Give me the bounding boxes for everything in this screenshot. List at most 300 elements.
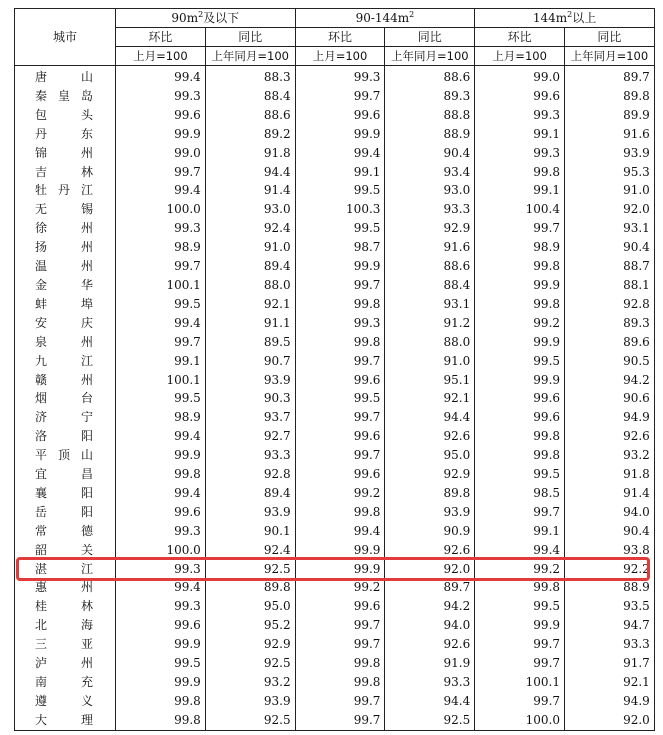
value-cell: 99.1 <box>475 181 565 200</box>
value-cell: 88.6 <box>205 106 295 125</box>
table-row <box>15 597 655 616</box>
city-name: 济宁 <box>35 410 93 425</box>
value-cell: 93.0 <box>385 181 475 200</box>
value-cell: 92.0 <box>385 560 475 579</box>
value-cell: 99.7 <box>295 635 385 654</box>
city-name: 洛阳 <box>35 429 93 444</box>
base-header-last-month: 上月=100 <box>295 47 385 66</box>
city-name: 烟台 <box>35 391 93 406</box>
value-cell: 92.6 <box>385 635 475 654</box>
value-cell: 93.3 <box>385 673 475 692</box>
value-cell: 93.9 <box>205 371 295 390</box>
value-cell: 92.6 <box>385 541 475 560</box>
value-cell: 99.6 <box>475 87 565 106</box>
table-row <box>15 163 655 182</box>
value-cell: 99.5 <box>295 389 385 408</box>
table-row <box>15 692 655 711</box>
table-row <box>15 673 655 692</box>
value-cell: 89.6 <box>565 333 655 352</box>
value-cell: 99.9 <box>116 635 206 654</box>
value-cell: 99.9 <box>116 673 206 692</box>
table-body <box>15 66 655 731</box>
value-cell: 93.9 <box>565 144 655 163</box>
value-cell: 99.5 <box>295 219 385 238</box>
city-cell <box>15 219 116 238</box>
city-cell <box>15 597 116 616</box>
city-cell <box>15 181 116 200</box>
value-cell: 93.9 <box>205 692 295 711</box>
value-cell: 99.7 <box>295 692 385 711</box>
value-cell: 92.2 <box>565 560 655 579</box>
value-cell: 91.0 <box>385 352 475 371</box>
value-cell: 92.4 <box>205 219 295 238</box>
city-cell <box>15 616 116 635</box>
city-cell <box>15 692 116 711</box>
value-cell: 99.8 <box>295 503 385 522</box>
city-cell <box>15 257 116 276</box>
table-row <box>15 446 655 465</box>
base-header-last-year: 上年同月=100 <box>205 47 295 66</box>
value-cell: 92.6 <box>385 427 475 446</box>
value-cell: 88.0 <box>385 333 475 352</box>
city-name: 襄阳 <box>35 485 93 500</box>
value-cell: 90.9 <box>385 522 475 541</box>
value-cell: 99.3 <box>295 314 385 333</box>
value-cell: 99.9 <box>116 125 206 144</box>
value-cell: 88.4 <box>385 276 475 295</box>
value-cell: 91.9 <box>385 654 475 673</box>
value-cell: 99.9 <box>475 371 565 390</box>
value-cell: 89.3 <box>565 314 655 333</box>
value-cell: 99.5 <box>475 597 565 616</box>
table-row <box>15 427 655 446</box>
city-name: 湛江 <box>35 561 93 576</box>
sub-header-mom: 环比 <box>295 28 385 47</box>
base-header-last-year: 上年同月=100 <box>565 47 655 66</box>
city-cell <box>15 673 116 692</box>
value-cell: 92.4 <box>205 541 295 560</box>
city-name: 温州 <box>35 259 93 274</box>
value-cell: 93.1 <box>385 295 475 314</box>
city-cell <box>15 389 116 408</box>
table-row <box>15 181 655 200</box>
value-cell: 92.0 <box>565 200 655 219</box>
table-row <box>15 125 655 144</box>
value-cell: 99.4 <box>116 484 206 503</box>
table-row <box>15 371 655 390</box>
table-row <box>15 408 655 427</box>
value-cell: 99.8 <box>295 295 385 314</box>
value-cell: 99.0 <box>475 66 565 87</box>
value-cell: 99.2 <box>295 578 385 597</box>
value-cell: 92.9 <box>205 635 295 654</box>
value-cell: 92.7 <box>205 427 295 446</box>
value-cell: 99.6 <box>295 371 385 390</box>
city-name: 安庆 <box>35 315 93 330</box>
value-cell: 99.6 <box>295 106 385 125</box>
sub-header-mom: 环比 <box>475 28 565 47</box>
value-cell: 93.2 <box>565 446 655 465</box>
value-cell: 92.1 <box>385 389 475 408</box>
city-cell <box>15 200 116 219</box>
city-cell <box>15 560 116 579</box>
table-row <box>15 219 655 238</box>
city-name: 扬州 <box>35 240 93 255</box>
base-header-last-year: 上年同月=100 <box>385 47 475 66</box>
value-cell: 100.1 <box>475 673 565 692</box>
city-name: 平顶山 <box>35 448 93 463</box>
value-cell: 94.4 <box>385 692 475 711</box>
value-cell: 92.8 <box>565 295 655 314</box>
city-name: 泸州 <box>35 656 93 671</box>
value-cell: 99.7 <box>116 257 206 276</box>
value-cell: 99.3 <box>116 87 206 106</box>
value-cell: 98.9 <box>116 408 206 427</box>
value-cell: 88.7 <box>565 257 655 276</box>
table-row <box>15 276 655 295</box>
city-cell <box>15 144 116 163</box>
value-cell: 88.6 <box>385 66 475 87</box>
value-cell: 99.7 <box>295 87 385 106</box>
value-cell: 99.6 <box>295 427 385 446</box>
value-cell: 100.3 <box>295 200 385 219</box>
value-cell: 99.3 <box>475 144 565 163</box>
city-name: 惠州 <box>35 580 93 595</box>
value-cell: 99.5 <box>475 352 565 371</box>
value-cell: 99.7 <box>475 654 565 673</box>
value-cell: 99.9 <box>475 616 565 635</box>
table-row <box>15 503 655 522</box>
value-cell: 92.0 <box>565 711 655 730</box>
value-cell: 99.8 <box>475 578 565 597</box>
city-cell <box>15 314 116 333</box>
value-cell: 99.1 <box>475 125 565 144</box>
value-cell: 93.9 <box>385 503 475 522</box>
city-cell <box>15 635 116 654</box>
value-cell: 99.8 <box>475 446 565 465</box>
table-row <box>15 257 655 276</box>
value-cell: 93.4 <box>385 163 475 182</box>
value-cell: 99.9 <box>116 446 206 465</box>
table-row <box>15 616 655 635</box>
value-cell: 88.8 <box>385 106 475 125</box>
value-cell: 90.4 <box>565 238 655 257</box>
value-cell: 99.8 <box>475 257 565 276</box>
value-cell: 90.3 <box>205 389 295 408</box>
table-row <box>15 635 655 654</box>
value-cell: 88.9 <box>385 125 475 144</box>
table-row <box>15 541 655 560</box>
value-cell: 99.8 <box>475 427 565 446</box>
value-cell: 99.7 <box>475 692 565 711</box>
value-cell: 90.1 <box>205 522 295 541</box>
city-cell <box>15 654 116 673</box>
value-cell: 99.0 <box>116 144 206 163</box>
city-name: 遵义 <box>35 693 93 708</box>
city-name: 岳阳 <box>35 504 93 519</box>
value-cell: 90.4 <box>385 144 475 163</box>
value-cell: 90.5 <box>565 352 655 371</box>
city-name: 常德 <box>35 523 93 538</box>
value-cell: 91.4 <box>565 484 655 503</box>
table-row <box>15 654 655 673</box>
value-cell: 99.6 <box>295 597 385 616</box>
value-cell: 99.8 <box>116 692 206 711</box>
city-cell <box>15 66 116 87</box>
value-cell: 99.2 <box>295 484 385 503</box>
value-cell: 95.0 <box>205 597 295 616</box>
value-cell: 95.0 <box>385 446 475 465</box>
value-cell: 92.5 <box>385 711 475 730</box>
value-cell: 89.7 <box>565 66 655 87</box>
table-row <box>15 144 655 163</box>
table-row <box>15 87 655 106</box>
value-cell: 98.5 <box>475 484 565 503</box>
value-cell: 93.5 <box>565 597 655 616</box>
value-cell: 91.7 <box>565 654 655 673</box>
city-name: 金华 <box>35 277 93 292</box>
city-cell <box>15 106 116 125</box>
value-cell: 99.7 <box>475 219 565 238</box>
table-row <box>15 522 655 541</box>
value-cell: 91.8 <box>565 465 655 484</box>
value-cell: 99.1 <box>116 352 206 371</box>
city-cell <box>15 465 116 484</box>
value-cell: 99.7 <box>295 408 385 427</box>
city-cell <box>15 503 116 522</box>
city-name: 唐山 <box>35 70 93 84</box>
value-cell: 99.8 <box>116 711 206 730</box>
city-cell <box>15 125 116 144</box>
value-cell: 99.8 <box>475 295 565 314</box>
city-cell <box>15 333 116 352</box>
city-name: 韶关 <box>35 542 93 557</box>
city-name: 吉林 <box>35 164 93 179</box>
value-cell: 99.9 <box>475 333 565 352</box>
value-cell: 99.3 <box>116 560 206 579</box>
value-cell: 99.3 <box>116 597 206 616</box>
city-cell <box>15 522 116 541</box>
city-cell <box>15 163 116 182</box>
value-cell: 99.4 <box>116 66 206 87</box>
value-cell: 99.7 <box>116 333 206 352</box>
value-cell: 93.3 <box>565 635 655 654</box>
value-cell: 99.9 <box>295 125 385 144</box>
value-cell: 99.3 <box>475 106 565 125</box>
table-row <box>15 352 655 371</box>
value-cell: 95.3 <box>565 163 655 182</box>
value-cell: 92.5 <box>205 654 295 673</box>
price-index-table-container <box>14 8 654 731</box>
value-cell: 91.0 <box>565 181 655 200</box>
value-cell: 99.8 <box>295 333 385 352</box>
value-cell: 90.7 <box>205 352 295 371</box>
value-cell: 93.2 <box>205 673 295 692</box>
city-name: 宜昌 <box>35 467 93 482</box>
city-cell <box>15 578 116 597</box>
city-name: 北海 <box>35 618 93 633</box>
city-cell <box>15 427 116 446</box>
value-cell: 100.0 <box>116 200 206 219</box>
value-cell: 99.7 <box>295 276 385 295</box>
city-name: 九江 <box>35 353 93 368</box>
value-cell: 99.8 <box>116 465 206 484</box>
value-cell: 90.4 <box>565 522 655 541</box>
city-cell <box>15 295 116 314</box>
table-row <box>15 314 655 333</box>
city-name: 丹东 <box>35 126 93 141</box>
value-cell: 92.9 <box>385 219 475 238</box>
city-cell <box>15 408 116 427</box>
city-cell <box>15 276 116 295</box>
city-cell <box>15 352 116 371</box>
value-cell: 93.0 <box>205 200 295 219</box>
value-cell: 92.5 <box>205 560 295 579</box>
value-cell: 93.9 <box>205 503 295 522</box>
value-cell: 99.8 <box>475 163 565 182</box>
table-row <box>15 238 655 257</box>
city-cell <box>15 446 116 465</box>
value-cell: 100.0 <box>116 541 206 560</box>
sub-header-mom: 环比 <box>116 28 206 47</box>
value-cell: 92.5 <box>205 711 295 730</box>
city-name: 赣州 <box>35 372 93 387</box>
value-cell: 88.6 <box>385 257 475 276</box>
city-name: 南充 <box>35 675 93 689</box>
value-cell: 99.9 <box>295 541 385 560</box>
table-row <box>15 578 655 597</box>
table-row <box>15 200 655 219</box>
city-name: 泉州 <box>35 334 93 349</box>
group-header-medium: $90-144m^2$ <box>295 9 475 28</box>
value-cell: 89.7 <box>385 578 475 597</box>
table-row <box>15 484 655 503</box>
value-cell: 100.0 <box>475 711 565 730</box>
table-row <box>15 106 655 125</box>
value-cell: 92.1 <box>565 673 655 692</box>
value-cell: 88.4 <box>205 87 295 106</box>
value-cell: 99.3 <box>295 66 385 87</box>
value-cell: 99.9 <box>295 257 385 276</box>
city-cell <box>15 238 116 257</box>
table-row <box>15 333 655 352</box>
value-cell: 93.3 <box>385 200 475 219</box>
value-cell: 91.6 <box>385 238 475 257</box>
table-row <box>15 465 655 484</box>
value-cell: 92.8 <box>205 465 295 484</box>
value-cell: 100.1 <box>116 276 206 295</box>
value-cell: 99.5 <box>116 654 206 673</box>
table-row <box>15 711 655 730</box>
value-cell: 93.7 <box>205 408 295 427</box>
value-cell: 99.4 <box>475 541 565 560</box>
city-name: 大理 <box>35 712 93 727</box>
table-row <box>15 389 655 408</box>
value-cell: 91.6 <box>565 125 655 144</box>
value-cell: 99.1 <box>295 163 385 182</box>
value-cell: 99.7 <box>116 163 206 182</box>
value-cell: 100.4 <box>475 200 565 219</box>
value-cell: 94.9 <box>565 692 655 711</box>
value-cell: 99.2 <box>475 560 565 579</box>
value-cell: 94.0 <box>385 616 475 635</box>
value-cell: 99.4 <box>116 314 206 333</box>
table-header <box>15 9 655 66</box>
city-name: 秦皇岛 <box>35 88 93 103</box>
value-cell: 89.3 <box>385 87 475 106</box>
value-cell: 91.8 <box>205 144 295 163</box>
sub-header-yoy: 同比 <box>565 28 655 47</box>
city-name: 三亚 <box>35 637 93 652</box>
value-cell: 90.6 <box>565 389 655 408</box>
value-cell: 88.9 <box>565 578 655 597</box>
value-cell: 99.7 <box>295 352 385 371</box>
city-name: 锦州 <box>35 145 93 160</box>
value-cell: 99.6 <box>116 503 206 522</box>
value-cell: 95.2 <box>205 616 295 635</box>
value-cell: 89.8 <box>385 484 475 503</box>
value-cell: 99.7 <box>295 711 385 730</box>
value-cell: 93.1 <box>565 219 655 238</box>
value-cell: 99.1 <box>475 522 565 541</box>
value-cell: 94.9 <box>565 408 655 427</box>
city-cell <box>15 484 116 503</box>
value-cell: 94.2 <box>565 371 655 390</box>
table-row <box>15 295 655 314</box>
value-cell: 99.4 <box>295 144 385 163</box>
value-cell: 98.9 <box>116 238 206 257</box>
sub-header-yoy: 同比 <box>205 28 295 47</box>
value-cell: 95.1 <box>385 371 475 390</box>
value-cell: 91.0 <box>205 238 295 257</box>
value-cell: 99.8 <box>295 673 385 692</box>
value-cell: 89.9 <box>565 106 655 125</box>
value-cell: 99.5 <box>295 181 385 200</box>
value-cell: 99.7 <box>295 616 385 635</box>
value-cell: 98.9 <box>475 238 565 257</box>
value-cell: 88.3 <box>205 66 295 87</box>
city-name: 蚌埠 <box>35 296 93 311</box>
table-row <box>15 560 655 579</box>
city-name: 桂林 <box>35 599 93 614</box>
group-header-small: $90m^2$及以下 <box>116 9 296 28</box>
city-name: 牡丹江 <box>35 183 93 198</box>
value-cell: 88.0 <box>205 276 295 295</box>
value-cell: 89.4 <box>205 484 295 503</box>
value-cell: 99.3 <box>116 522 206 541</box>
city-cell <box>15 541 116 560</box>
group-header-large: $144m^2$以上 <box>475 9 655 28</box>
value-cell: 99.6 <box>475 389 565 408</box>
value-cell: 100.1 <box>116 371 206 390</box>
value-cell: 99.5 <box>475 465 565 484</box>
value-cell: 88.1 <box>565 276 655 295</box>
city-name: 徐州 <box>35 221 93 236</box>
value-cell: 99.8 <box>295 654 385 673</box>
value-cell: 89.4 <box>205 257 295 276</box>
value-cell: 98.7 <box>295 238 385 257</box>
value-cell: 92.6 <box>565 427 655 446</box>
value-cell: 89.2 <box>205 125 295 144</box>
value-cell: 93.3 <box>205 446 295 465</box>
value-cell: 99.7 <box>475 635 565 654</box>
value-cell: 99.9 <box>475 276 565 295</box>
value-cell: 94.7 <box>565 616 655 635</box>
value-cell: 99.4 <box>116 427 206 446</box>
value-cell: 92.1 <box>205 295 295 314</box>
value-cell: 94.4 <box>205 163 295 182</box>
value-cell: 99.7 <box>295 446 385 465</box>
